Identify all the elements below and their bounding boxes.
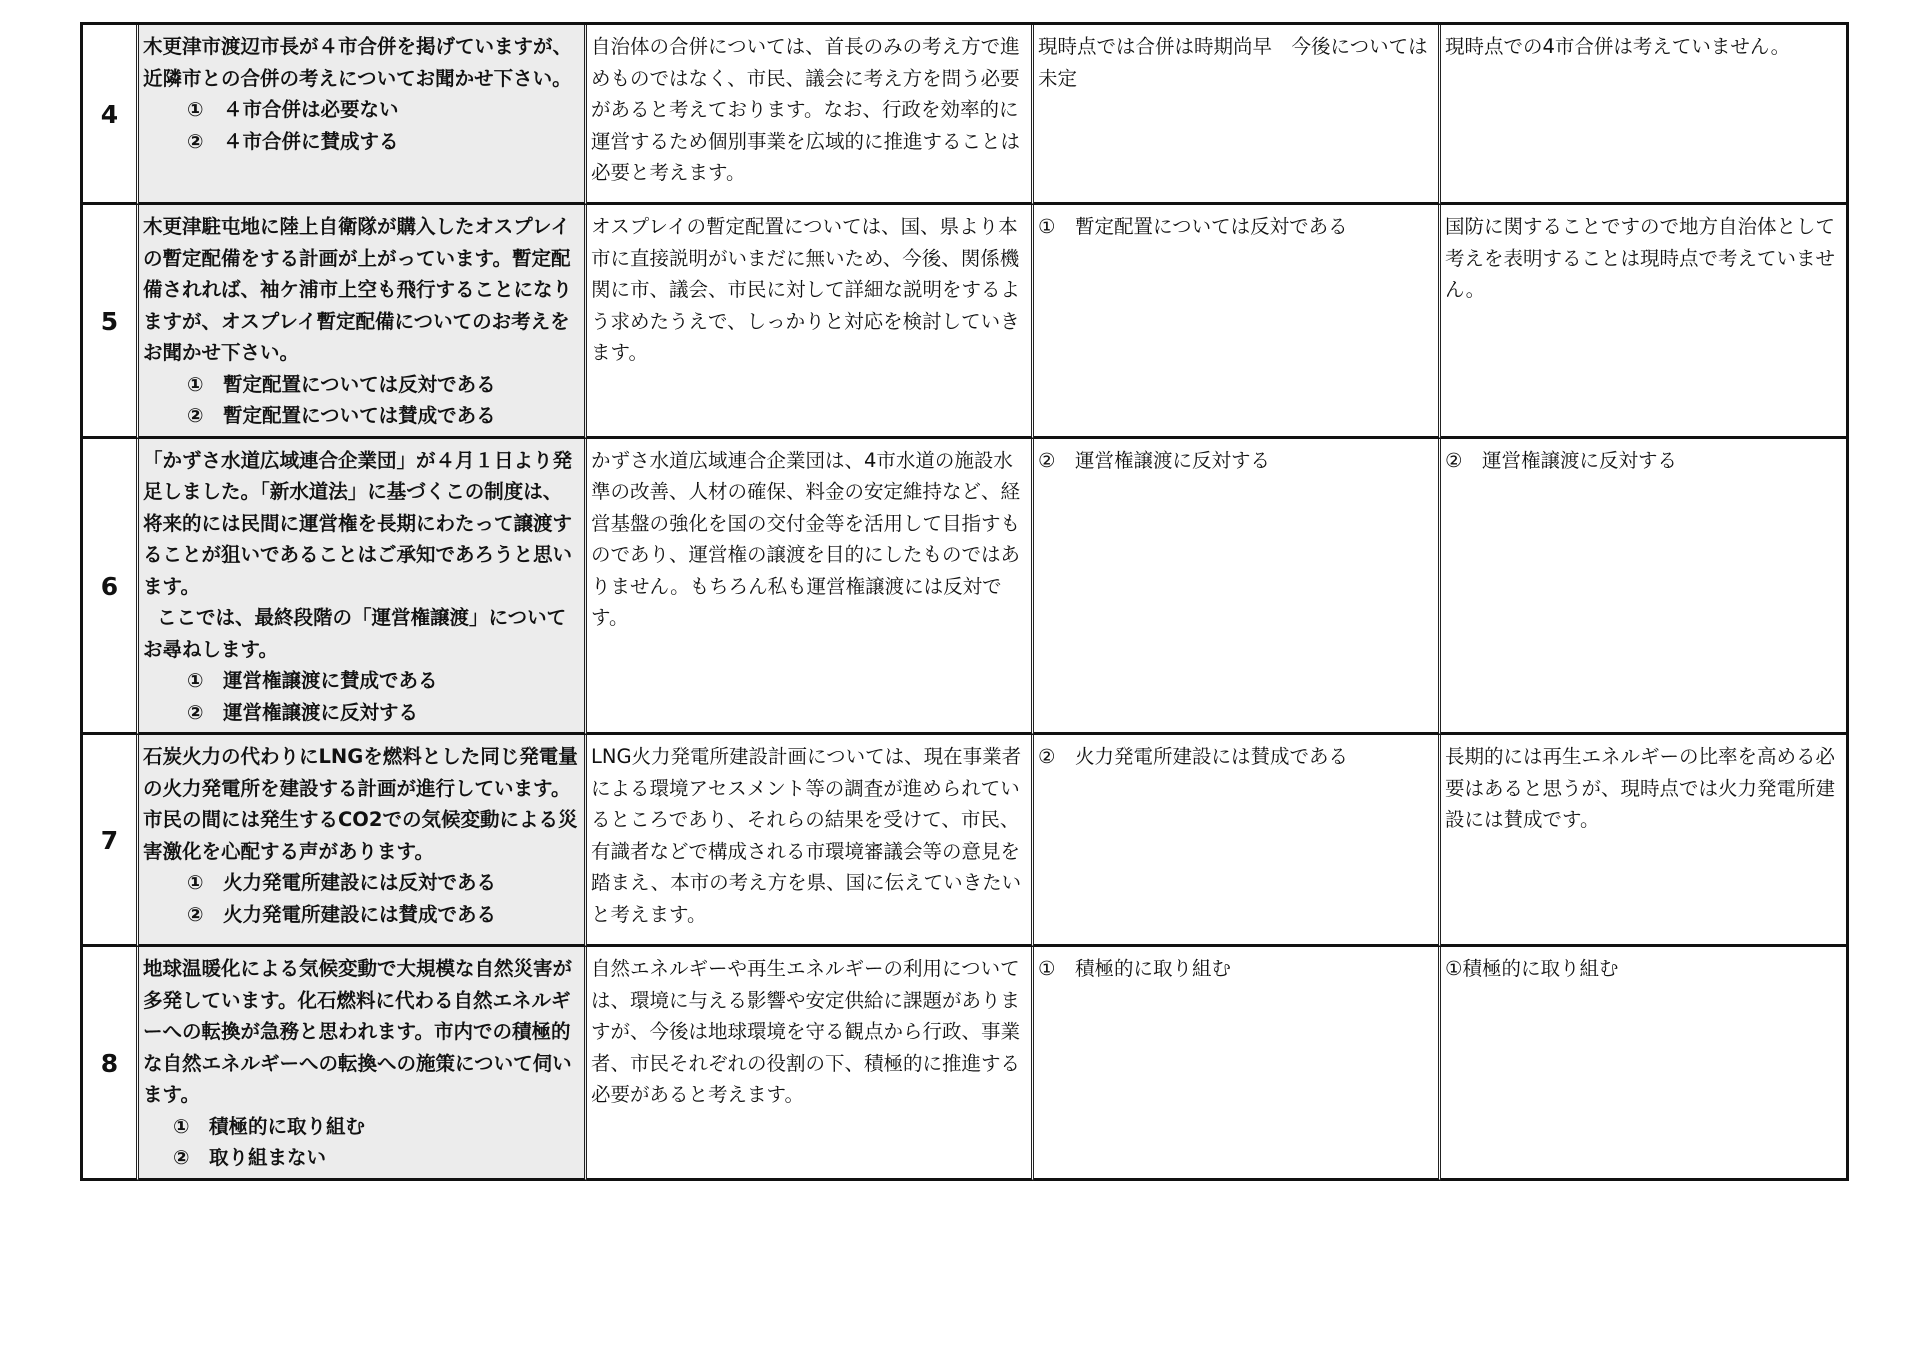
option-2: ② ４市合併に賛成する (187, 129, 399, 153)
option-1: ① ４市合併は必要ない (187, 98, 399, 121)
answer-column-1: かずさ水道広域連合企業団は、4市水道の施設水準の改善、人材の確保、料金の安定維持など、経営基盤の強化を国の交付金等を活用して目指すものであり、運営権の譲渡を目的にしたものではありません。もちろん私も運営権譲渡には反対です。 (587, 439, 1034, 736)
survey-row-7 (83, 735, 1849, 947)
answer-column-1: LNG火力発電所建設計画については、現在事業者による環境アセスメント等の調査が進められているところであり、それらの結果を受けて、市民、有識者などで構成される市環境審議会等の意見を踏まえ、本市の考え方を県、国に伝えていきたいと考えます。 (587, 735, 1034, 947)
option-2: ② 暫定配置については賛成である (187, 404, 496, 427)
question-cell (139, 947, 587, 1181)
option-1: ① 運営権譲渡に賛成である (187, 669, 438, 692)
option-2: ② 取り組まない (173, 1146, 327, 1169)
question-text: 木更津市渡辺市長が４市合併を掲げていますが、近隣市との合併の考えについてお聞かせ下さい。 (143, 35, 573, 90)
answer-column-2: ② 運営権譲渡に反対する (1034, 439, 1441, 736)
question-text: 地球温暖化による気候変動で大規模な自然災害が多発しています。化石燃料に代わる自然エネルギーへの転換が急務と思われます。市内での積極的な自然エネルギーへの転換への施策について伺います。 (143, 957, 573, 1106)
candidate-survey-table (80, 22, 1849, 1181)
answer-column-3: 長期的には再生エネルギーの比率を高める必要はあると思うが、現時点では火力発電所建設には賛成です。 (1441, 735, 1849, 947)
question-cell (139, 735, 587, 947)
question-text: 「かずさ水道広域連合企業団」が４月１日より発足しました。「新水道法」に基づくこの制度は、将来的には民間に運営権を長期にわたって譲渡することが狙いであることはご承知であろうと思います。 (143, 448, 573, 598)
question-text: 木更津駐屯地に陸上自衛隊が購入したオスプレイの暫定配備をする計画が上がっています。暫定配備されれば、袖ケ浦市上空も飛行することになりますが、オスプレイ暫定配備についてのお考えをお聞かせ下さい。 (143, 215, 573, 364)
answer-column-3: 国防に関することですので地方自治体として考えを表明することは現時点で考えていません。 (1441, 205, 1849, 439)
answer-column-2: ① 暫定配置については反対である (1034, 205, 1441, 439)
survey-row-4 (83, 25, 1849, 205)
option-2: ② 運営権譲渡に反対する (187, 700, 419, 724)
question-cell (139, 25, 587, 205)
question-number: 8 (83, 947, 139, 1181)
question-cell (139, 205, 587, 439)
answer-column-2: ② 火力発電所建設には賛成である (1034, 735, 1441, 947)
option-1: ① 火力発電所建設には反対である (187, 871, 497, 894)
question-number: 5 (83, 205, 139, 439)
answer-column-1: 自治体の合併については、首長のみの考え方で進めものではなく、市民、議会に考え方を問う必要があると考えております。なお、行政を効率的に運営するため個別事業を広域的に推進することは必要と考えます。 (587, 25, 1034, 205)
survey-row-8 (83, 947, 1849, 1181)
question-cell (139, 439, 587, 736)
question-text-extra: ここでは、最終段階の「運営権譲渡」についてお尋ねします。 (143, 606, 567, 661)
survey-row-6 (83, 439, 1849, 736)
answer-column-3: ①積極的に取り組む (1441, 947, 1849, 1181)
answer-column-1: オスプレイの暫定配置については、国、県より本市に直接説明がいまだに無いため、今後、関係機関に市、議会、市民に対して詳細な説明をするよう求めたうえで、しっかりと対応を検討していきます。 (587, 205, 1034, 439)
answer-column-1: 自然エネルギーや再生エネルギーの利用については、環境に与える影響や安定供給に課題がありますが、今後は地球環境を守る観点から行政、事業者、市民それぞれの役割の下、積極的に推進する必要があると考えます。 (587, 947, 1034, 1181)
question-number: 4 (83, 25, 139, 205)
question-number: 6 (83, 439, 139, 736)
option-2: ② 火力発電所建設には賛成である (187, 902, 497, 926)
question-text: 石炭火力の代わりにLNGを燃料とした同じ発電量の火力発電所を建設する計画が進行しています。市民の間には発生するCO2での気候変動による災害激化を心配する声があります。 (143, 745, 578, 863)
answer-column-3: ② 運営権譲渡に反対する (1441, 439, 1849, 736)
survey-row-5 (83, 205, 1849, 439)
answer-column-3: 現時点での4市合併は考えていません。 (1441, 25, 1849, 205)
question-number: 7 (83, 735, 139, 947)
option-1: ① 積極的に取り組む (173, 1114, 366, 1138)
answer-column-2: ① 積極的に取り組む (1034, 947, 1441, 1181)
option-1: ① 暫定配置については反対である (187, 372, 496, 396)
answer-column-2: 現時点では合併は時期尚早 今後については未定 (1034, 25, 1441, 205)
